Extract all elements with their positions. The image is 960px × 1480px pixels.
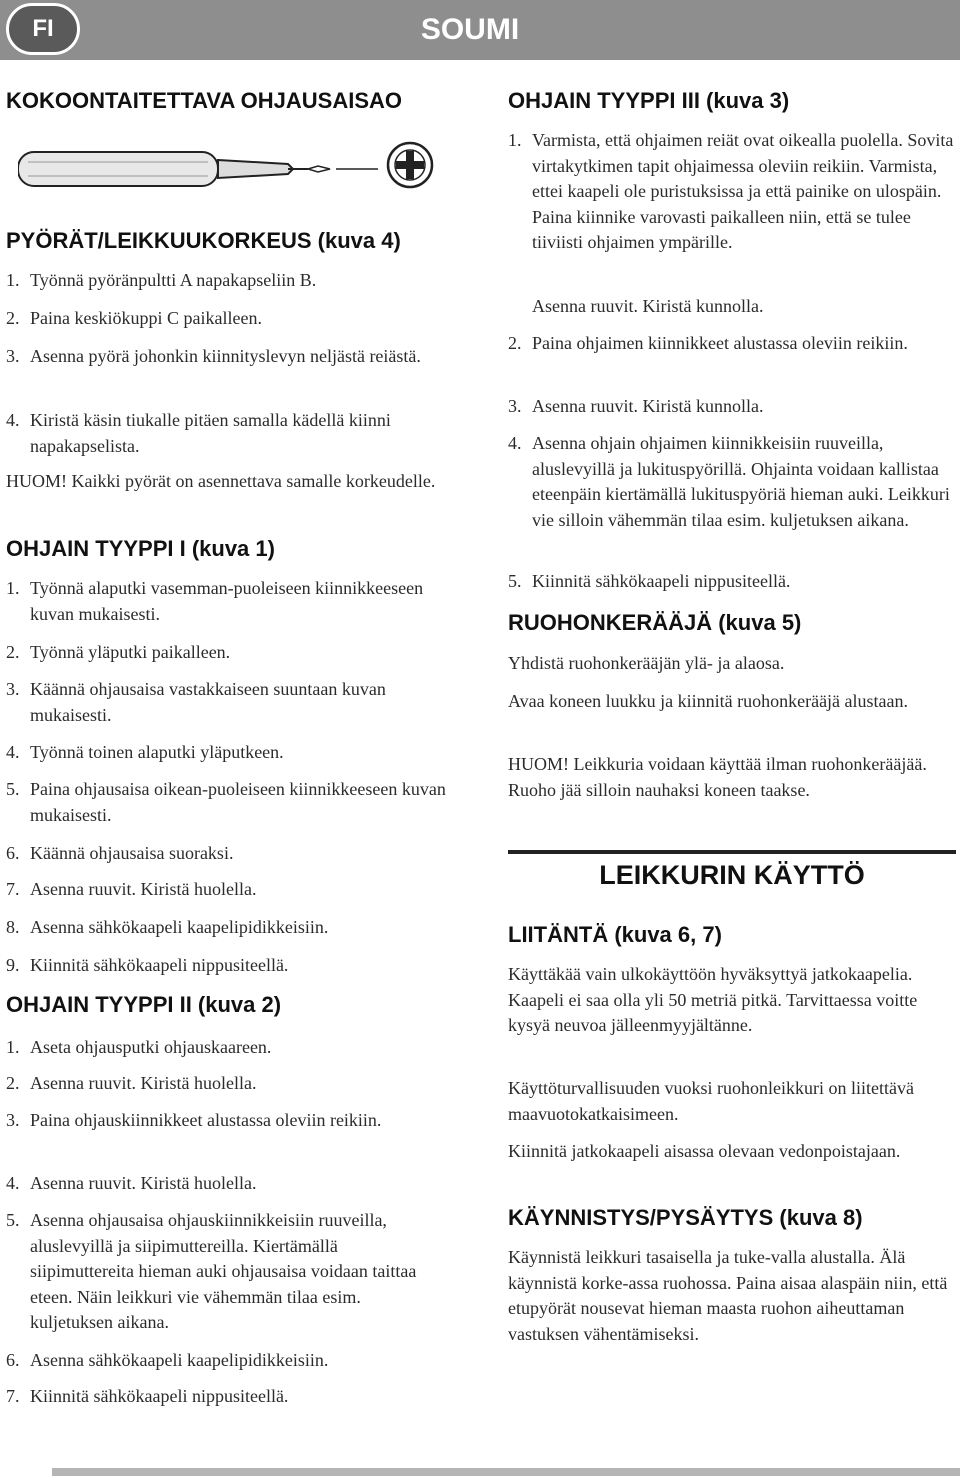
note-text: HUOM! Kaikki pyörät on asennettava samalle korkeudelle. [6,471,436,491]
list-item: 2. Paina ohjaimen kiinnikkeet alustassa oleviin reikiin. [508,333,908,353]
list-item: 1. Työnnä pyöränpultti A napakapseliin B. [6,270,317,290]
paragraph: Yhdistä ruohonkerääjän ylä- ja alaosa. [508,653,785,673]
heading-folding-handle: KOKOONTAITETTAVA OHJAUSAISAO [6,88,402,113]
list-item: 2. Asenna ruuvit. Kiristä huolella. [6,1073,257,1093]
list-item: Asenna ruuvit. Kiristä kunnolla. [532,296,764,316]
page-title: SOUMI [420,13,520,46]
list-item: 8. Asenna sähkökaapeli kaapelipidikkeisiin. [6,917,329,937]
list-item: 3. Asenna ruuvit. Kiristä kunnolla. [508,396,764,416]
list-item: 5. Paina ohjausaisa oikean-puoleiseen kiinnikkeeseen kuvan mukaisesti. [6,779,446,825]
list-item: 4. Asenna ohjain ohjaimen kiinnikkeisiin ruuveilla, aluslevyillä ja lukituspyörillä. Ohjainta voidaan kallistaa eteenpäin kiertämällä lukituspyöriä hieman auki. Leikkuri vie silloin vähemmän tilaa esim. kuljetuksen aikana. [508,433,950,530]
heading-start-stop: KÄYNNISTYS/PYSÄYTYS (kuva 8) [508,1205,863,1230]
paragraph: HUOM! Leikkuria voidaan käyttää ilman ruohonkerääjää. Ruoho jää silloin nauhaksi koneen taakse. [508,754,927,800]
list-item: 4. Asenna ruuvit. Kiristä huolella. [6,1173,257,1193]
list-item: 1. Työnnä alaputki vasemman-puoleiseen kiinnikkeeseen kuvan mukaisesti. [6,578,424,624]
heading-wheels: PYÖRÄT/LEIKKUUKORKEUS (kuva 4) [6,228,401,253]
list-item: 1. Aseta ohjausputki ohjauskaareen. [6,1037,272,1057]
paragraph: Käynnistä leikkuri tasaisella ja tuke-valla alustalla. Älä käynnistä korke-assa ruohossa. Paina aisaa alaspäin niin, että etupyörät nousevat hieman maasta ruohon aiheuttaman vastuksen vähentämiseksi. [508,1247,948,1344]
list-item: 5. Kiinnitä sähkökaapeli nippusiteellä. [508,571,791,591]
list-item: 9. Kiinnitä sähkökaapeli nippusiteellä. [6,955,289,975]
language-badge: FI [6,3,80,55]
heading-type2: OHJAIN TYYPPI II (kuva 2) [6,992,282,1017]
list-item: 6. Asenna sähkökaapeli kaapelipidikkeisiin. [6,1350,329,1370]
heading-mower-usage: LEIKKURIN KÄYTTÖ [599,860,865,890]
list-item: 2. Työnnä yläputki paikalleen. [6,642,231,662]
list-item: 3. Asenna pyörä johonkin kiinnityslevyn neljästä reiästä. [6,346,421,366]
paragraph: Avaa koneen luukku ja kiinnitä ruohonkerääjä alustaan. [508,691,909,711]
footer-bar [52,1468,960,1476]
list-item: 6. Käännä ohjausaisa suoraksi. [6,843,234,863]
header-bar [0,0,960,60]
list-item: 3. Paina ohjauskiinnikkeet alustassa oleviin reikiin. [6,1110,382,1130]
list-item: 4. Työnnä toinen alaputki yläputkeen. [6,742,284,762]
list-item: 4. Kiristä käsin tiukalle pitäen samalla kädellä kiinni napakapselista. [6,410,391,456]
paragraph: Kiinnitä jatkokaapeli aisassa olevaan vedonpoistajaan. [508,1141,901,1161]
heading-type1: OHJAIN TYYPPI I (kuva 1) [6,536,275,561]
heading-connection: LIITÄNTÄ (kuva 6, 7) [508,922,722,947]
section-divider [508,850,956,854]
list-item: 2. Paina keskiökuppi C paikalleen. [6,308,262,328]
paragraph: Käyttäkää vain ulkokäyttöön hyväksyttyä jatkokaapelia. Kaapeli ei saa olla yli 50 metriä pitkä. Tarvittaessa voitte kysyä neuvoa jälleenmyyjältänne. [508,964,918,1035]
list-item: 3. Käännä ohjausaisa vastakkaiseen suuntaan kuvan mukaisesti. [6,679,386,725]
screwdriver-icon [18,140,458,210]
heading-grass-collector: RUOHONKERÄÄJÄ (kuva 5) [508,610,802,635]
list-item: 7. Asenna ruuvit. Kiristä huolella. [6,879,257,899]
heading-type3: OHJAIN TYYPPI III (kuva 3) [508,88,790,113]
list-item: 1. Varmista, että ohjaimen reiät ovat oikealla puolella. Sovita virtakytkimen tapit ohjaimessa oleviin reikiin. Varmista, ettei kaapeli ole puristuksissa ja että painike on ulospäin. Paina kiinnike varovasti paikalleen niin, että se tulee tiiviisti ohjaimen ympärille. [508,130,954,252]
paragraph: Käyttöturvallisuuden vuoksi ruohonleikkuri on liitettävä maavuotokatkaisimeen. [508,1078,914,1124]
list-item: 7. Kiinnitä sähkökaapeli nippusiteellä. [6,1386,289,1406]
list-item: 5. Asenna ohjausaisa ohjauskiinnikkeisiin ruuveilla, aluslevyillä ja siipimuttereilla. Kiertämällä siipimuttereita hieman auki ohjausaisa voidaan taittaa eteen. Näin leikkuri vie vähemmän tilaa esim. kuljetuksen aikana. [6,1210,417,1332]
